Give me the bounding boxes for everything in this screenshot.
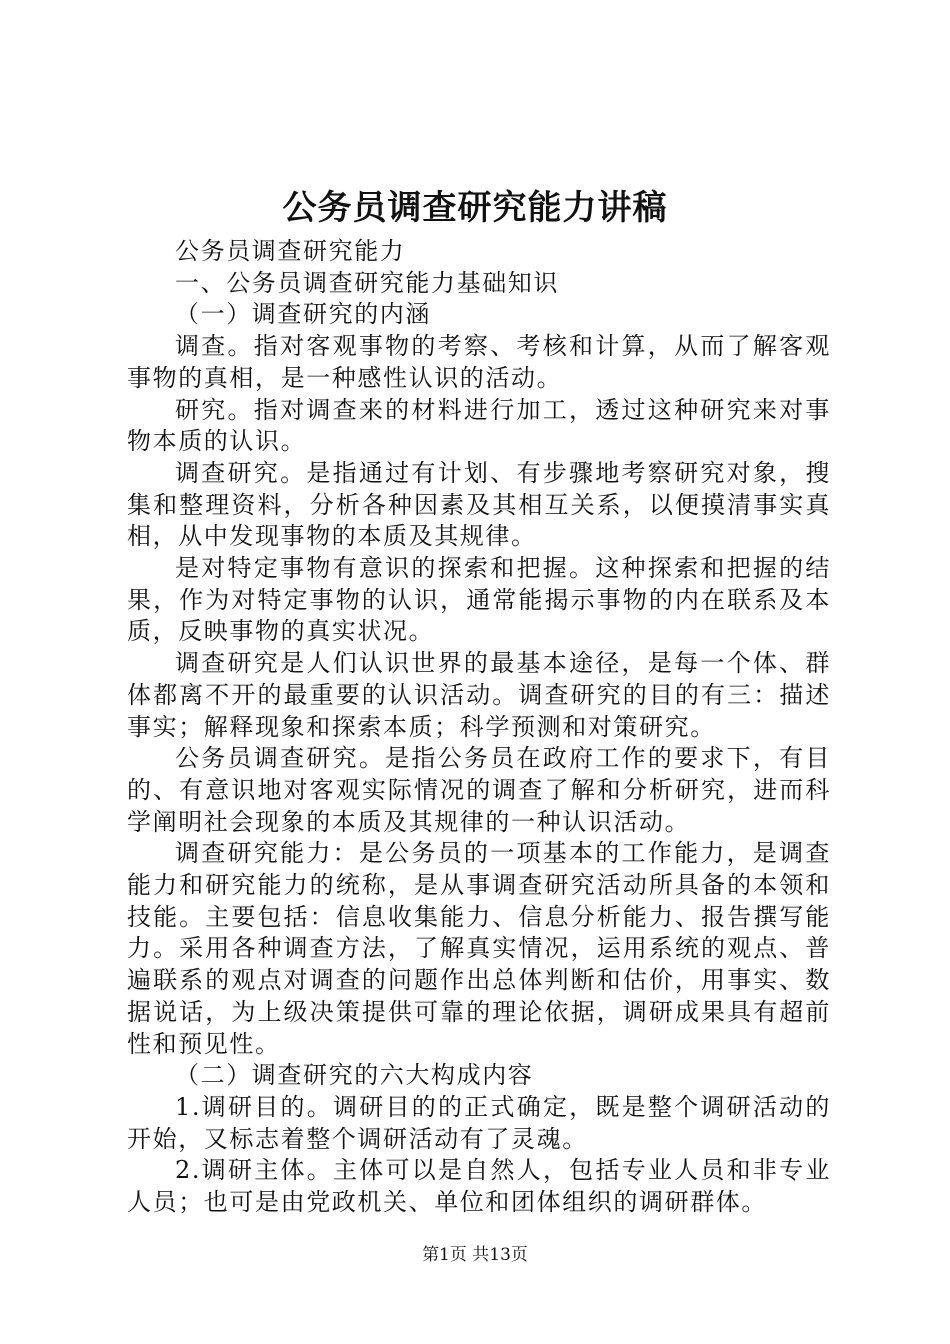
paragraph-12: 1.调研目的。调研目的的正式确定，既是整个调研活动的开始，又标志着整个调研活动有了灵魂。 <box>127 1092 831 1153</box>
paragraph-1: 公务员调查研究能力 <box>175 237 406 265</box>
paragraph-4: 调查。指对客观事物的考察、考核和计算，从而了解客观事物的真相，是一种感性认识的活动。 <box>127 332 831 392</box>
document-title: 公务员调查研究能力讲稿 <box>282 188 668 228</box>
paragraph-10: 调查研究能力：是公务员的一项基本的工作能力，是调查能力和研究能力的统称，是从事调查研究活动所具备的本领和技能。主要包括：信息收集能力、信息分析能力、报告撰写能力。采用各种调查方法，了解真实情况，运用系统的观点、普遍联系的观点对调查的问题作出总体判断和估价，用事实、数据说话，为上级决策提供可靠的理论依据，调研成果具有超前性和预见性。 <box>127 839 831 1058</box>
page-footer: 第1页 共13页 <box>422 1245 528 1265</box>
paragraph-5: 研究。指对调查来的材料进行加工，透过这种研究来对事物本质的认识。 <box>127 395 831 456</box>
paragraph-2: 一、公务员调查研究能力基础知识 <box>175 268 559 297</box>
paragraph-7: 是对特定事物有意识的探索和把握。这种探索和把握的结果，作为对特定事物的认识，通常能揭示事物的内在联系及本质，反映事物的真实状况。 <box>127 554 831 646</box>
paragraph-3: （一）调查研究的内涵 <box>175 300 431 329</box>
paragraph-8: 调查研究是人们认识世界的最基本途径，是每一个体、群体都离不开的最重要的认识活动。调查研究的目的有三：描述事实；解释现象和探索本质；科学预测和对策研究。 <box>127 649 831 741</box>
paragraph-6: 调查研究。是指通过有计划、有步骤地考察研究对象，搜集和整理资料，分析各种因素及其相互关系，以便摸清事实真相，从中发现事物的本质及其规律。 <box>127 458 831 551</box>
paragraph-9: 公务员调查研究。是指公务员在政府工作的要求下，有目的、有意识地对客观实际情况的调查了解和分析研究，进而科学阐明社会现象的本质及其规律的一种认识活动。 <box>127 744 831 836</box>
paragraph-11: （二）调查研究的六大构成内容 <box>175 1061 534 1090</box>
document-body <box>127 236 831 1219</box>
paragraph-13: 2.调研主体。主体可以是自然人，包括专业人员和非专业人员；也可是由党政机关、单位和团体组织的调研群体。 <box>127 1156 831 1217</box>
